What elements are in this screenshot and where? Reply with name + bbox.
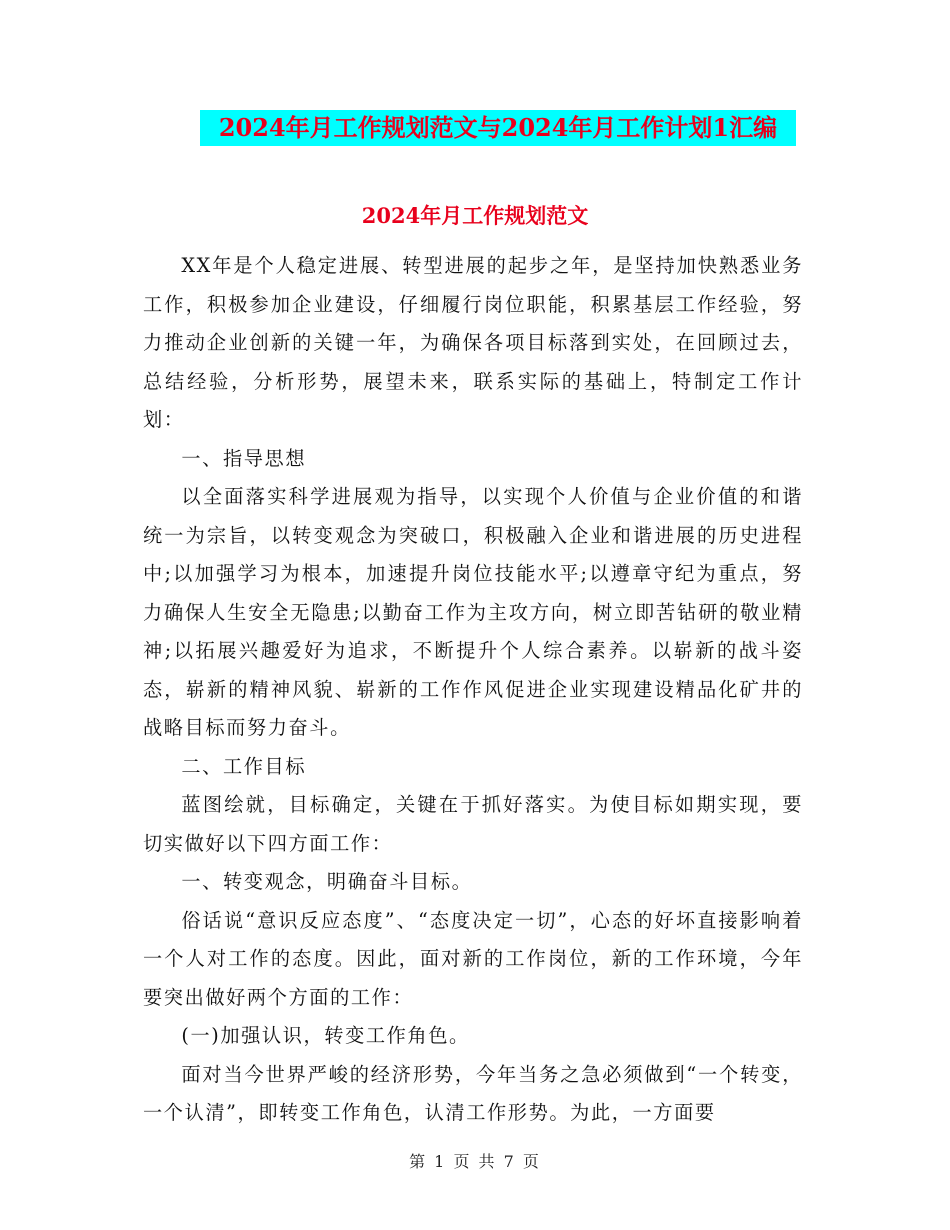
heading-guiding-thought: 一、指导思想 [181, 446, 307, 470]
heading-work-goals: 二、工作目标 [181, 754, 307, 778]
paragraph-work-goals: 蓝图绘就，目标确定，关键在于抓好落实。为使目标如期实现，要切实做好以下四方面工作： [143, 793, 803, 855]
paragraph-attitude: 俗话说“意识反应态度”、“态度决定一切”，心态的好坏直接影响着一个人对工作的态度。因此，面对新的工作岗位，新的工作环境，今年要突出做好两个方面的工作： [143, 908, 803, 1009]
document-title: 2024年月工作规划范文与2024年月工作计划1汇编 [200, 110, 796, 146]
paragraph-economic-situation: 面对当今世界严峻的经济形势，今年当务之急必须做到“一个转变，一个认清”，即转变工作角色，认清工作形势。为此，一方面要 [143, 1062, 803, 1124]
page-number-footer: 第 1 页 共 7 页 [409, 1152, 541, 1171]
document-body [143, 203, 803, 1133]
paragraph-intro: XX年是个人稳定进展、转型进展的起步之年，是坚持加快熟悉业务工作，积极参加企业建设，仔细履行岗位职能，积累基层工作经验，努力推动企业创新的关键一年，为确保各项目标落到实处，在回顾过去，总结经验，分析形势，展望未来，联系实际的基础上，特制定工作计划： [143, 254, 803, 431]
paragraph-guiding-thought: 以全面落实科学进展观为指导，以实现个人价值与企业价值的和谐统一为宗旨，以转变观念为突破口，积极融入企业和谐进展的历史进程中;以加强学习为根本，加速提升岗位技能水平;以遵章守纪为重点，努力确保人生安全无隐患;以勤奋工作为主攻方向，树立即苦钻研的敬业精神;以拓展兴趣爱好为追求，不断提升个人综合素养。以崭新的战斗姿态，崭新的精神风貌、崭新的工作作风促进企业实现建设精品化矿井的战略目标而努力奋斗。 [143, 485, 803, 739]
heading-strengthen-awareness: (一)加强认识，转变工作角色。 [181, 1024, 470, 1047]
heading-change-concept: 一、转变观念，明确奋斗目标。 [181, 870, 473, 893]
section-title: 2024年月工作规划范文 [361, 203, 589, 228]
